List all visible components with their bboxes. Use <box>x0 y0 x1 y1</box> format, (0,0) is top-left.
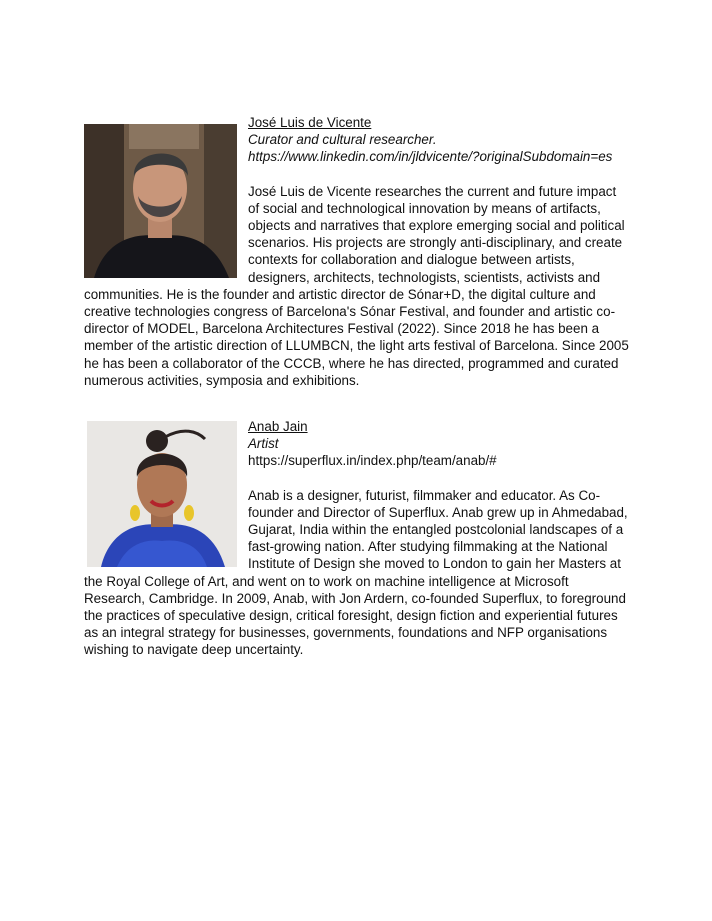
person-role: Artist <box>248 436 279 452</box>
bio-text: José Luis de Vicente researches the current and future impact of social and technological innovation by means of artifacts, objects and narratives that explore emerging social and political scenarios. His projects are strongly anti-disciplinary, and create contexts for collaboration and dialogue between artists, designers, architects, technologists, scientists, activists and communities. He is the founder and artistic director de Sónar+D, the digital culture and creative technologies congress of Barcelona's Sónar Festival, and founder and artistic co-director of MODEL, Barcelona Architectures Festival (2022). Since 2018 he has been a member of the artistic direction of LLUMBCN, the light arts festival of Barcelona. Since 2005 he has been a collaborator of the CCCB, where he has directed, programmed and curated numerous activities, symposia and exhibitions. <box>84 183 629 388</box>
portrait-photo-anab <box>87 421 237 567</box>
person-name: Anab Jain <box>248 419 308 434</box>
person-name: José Luis de Vicente <box>248 115 372 130</box>
bio-jose-luis-de-vicente <box>84 114 630 389</box>
portrait-photo-jose-luis <box>84 124 237 278</box>
profile-link[interactable]: https://www.linkedin.com/in/jldvicente/?originalSubdomain=es <box>248 149 613 165</box>
profile-link[interactable]: https://superflux.in/index.php/team/anab/# <box>248 453 497 469</box>
bio-anab-jain <box>84 418 630 659</box>
person-role: Curator and cultural researcher. <box>248 132 437 148</box>
bio-text: Anab is a designer, futurist, filmmaker and educator. As Co-founder and Director of Superflux. Anab grew up in Ahmedabad, Gujarat, India within the entangled postcolonial landscapes of a fast-growing nation. After studying filmmaking at the National Institute of Design she moved to London to gain her Masters at the Royal College of Art, and went on to work on machine intelligence at Microsoft Research, Cambridge. In 2009, Anab, with Jon Ardern, co-founded Superflux, to foreground the practices of speculative design, critical foresight, design fiction and experiential futures as an integral strategy for businesses, governments, foundations and NFP organisations wishing to navigate deep uncertainty. <box>84 487 628 658</box>
